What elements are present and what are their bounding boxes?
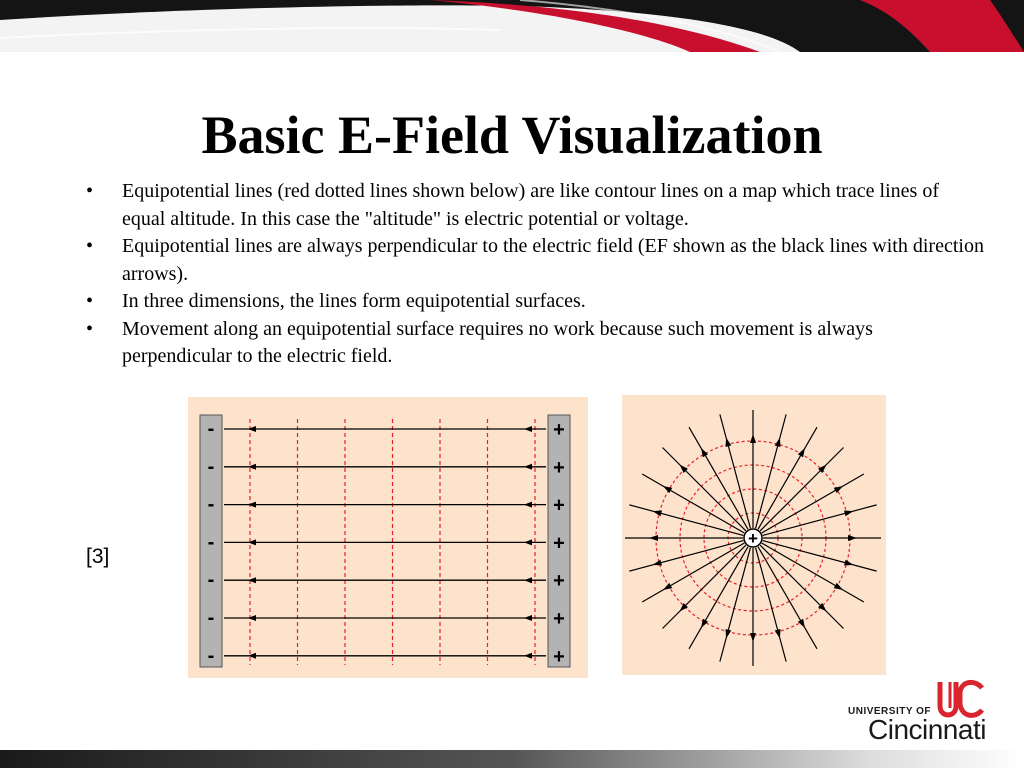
charge-sign: + xyxy=(748,529,758,548)
bullet-item xyxy=(86,233,986,288)
positive-sign: + xyxy=(553,645,565,668)
uc-mark-icon xyxy=(936,678,986,722)
positive-sign: + xyxy=(553,570,565,593)
citation-reference: [3] xyxy=(86,545,110,568)
logo-name: Cincinnati xyxy=(868,714,986,745)
positive-sign: + xyxy=(553,419,565,441)
parallel-plates-figure xyxy=(188,397,588,678)
bullet-item xyxy=(86,316,986,371)
university-logo xyxy=(848,676,998,748)
positive-sign: + xyxy=(553,456,565,479)
bullet-dot: • xyxy=(86,317,94,340)
point-charge-figure xyxy=(622,395,886,675)
negative-sign: - xyxy=(207,418,215,440)
positive-sign: + xyxy=(553,494,565,517)
figure-background xyxy=(188,397,588,678)
bullet-text: Equipotential lines are always perpendicular to the electric field (EF shown as the black lines with direction arrows). xyxy=(122,235,984,285)
bullet-list xyxy=(86,178,986,371)
bullet-dot: • xyxy=(86,235,94,257)
negative-sign: - xyxy=(207,493,215,516)
negative-sign: - xyxy=(207,644,215,667)
bullet-text: Movement along an equipotential surface requires no work because such movement is always perpendicular to the electric field. xyxy=(122,317,873,367)
negative-sign: - xyxy=(207,455,215,478)
bullet-dot: • xyxy=(86,180,94,202)
negative-sign: - xyxy=(207,607,215,629)
footer-gradient-bar xyxy=(0,750,1024,768)
bullet-dot: • xyxy=(86,290,94,312)
header-banner xyxy=(0,0,1024,52)
logo-university-of: UNIVERSITY OF xyxy=(848,706,931,717)
negative-sign: - xyxy=(207,531,215,554)
negative-sign: - xyxy=(207,569,215,592)
positive-sign: + xyxy=(553,532,565,555)
bullet-text: Equipotential lines (red dotted lines shown below) are like contour lines on a map which trace lines of equal altitude. In this case the "altitude" is electric potential or voltage. xyxy=(122,180,939,230)
bullet-text: In three dimensions, the lines form equipotential surfaces. xyxy=(122,290,586,312)
bullet-item xyxy=(86,178,986,233)
bullet-item xyxy=(86,288,986,316)
positive-sign: + xyxy=(553,608,565,630)
slide-title: Basic E-Field Visualization xyxy=(201,105,823,165)
